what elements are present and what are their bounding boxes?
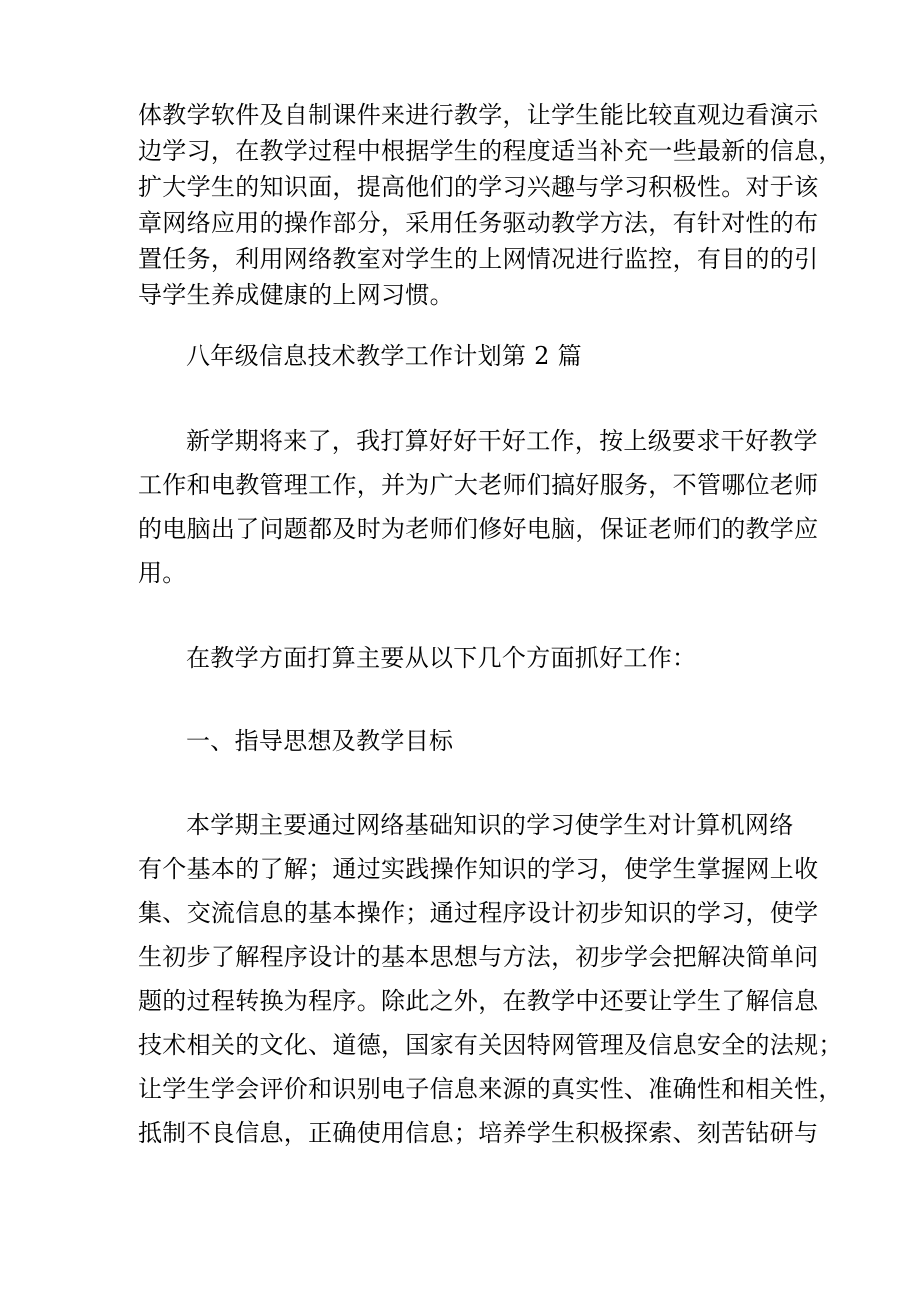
text-line: 章网络应用的操作部分，采用任务驱动教学方法，有针对性的布 xyxy=(138,209,819,237)
text-line: 抵制不良信息，正确使用信息；培养学生积极探索、刻苦钻研与 xyxy=(138,1119,819,1147)
text-line: 扩大学生的知识面，提高他们的学习兴趣与学习积极性。对于该 xyxy=(138,173,819,201)
heading-text: 一、指导思想及教学目标 xyxy=(186,727,454,755)
goals-paragraph xyxy=(138,803,843,1155)
text-line: 用。 xyxy=(138,559,187,587)
intro-paragraph xyxy=(138,97,843,313)
text-line: 生初步了解程序设计的基本思想与方法，初步学会把解决简单问 xyxy=(138,943,819,971)
section-one-heading xyxy=(138,719,788,763)
text-line: 有个基本的了解；通过实践操作知识的学习，使学生掌握网上收 xyxy=(138,855,819,883)
heading-text: 八年级信息技术教学工作计划第 2 篇 xyxy=(186,342,582,370)
text-line: 在教学方面打算主要从以下几个方面抓好工作： xyxy=(186,644,697,672)
text-line: 集、交流信息的基本操作；通过程序设计初步知识的学习，使学 xyxy=(138,899,819,927)
text-line: 工作和电教管理工作，并为广大老师们搞好服务，不管哪位老师 xyxy=(138,471,819,499)
text-line: 技术相关的文化、道德，国家有关因特网管理及信息安全的法规； xyxy=(138,1031,843,1059)
text-line: 让学生学会评价和识别电子信息来源的真实性、准确性和相关性， xyxy=(138,1075,843,1103)
text-line: 题的过程转换为程序。除此之外，在教学中还要让学生了解信息 xyxy=(138,987,819,1015)
text-line: 导学生养成健康的上网习惯。 xyxy=(138,281,454,309)
text-line: 的电脑出了问题都及时为老师们修好电脑，保证老师们的教学应 xyxy=(138,515,819,543)
section-heading xyxy=(138,334,788,378)
text-line: 体教学软件及自制课件来进行教学，让学生能比较直观边看演示 xyxy=(138,101,819,129)
text-line: 本学期主要通过网络基础知识的学习使学生对计算机网络 xyxy=(186,811,794,839)
aspects-paragraph xyxy=(138,636,788,680)
text-line: 新学期将来了，我打算好好干好工作，按上级要求干好教学 xyxy=(186,427,818,455)
text-line: 置任务，利用网络教室对学生的上网情况进行监控，有目的的引 xyxy=(138,245,819,273)
new-term-paragraph xyxy=(138,419,819,595)
text-line: 边学习，在教学过程中根据学生的程度适当补充一些最新的信息， xyxy=(138,137,843,165)
